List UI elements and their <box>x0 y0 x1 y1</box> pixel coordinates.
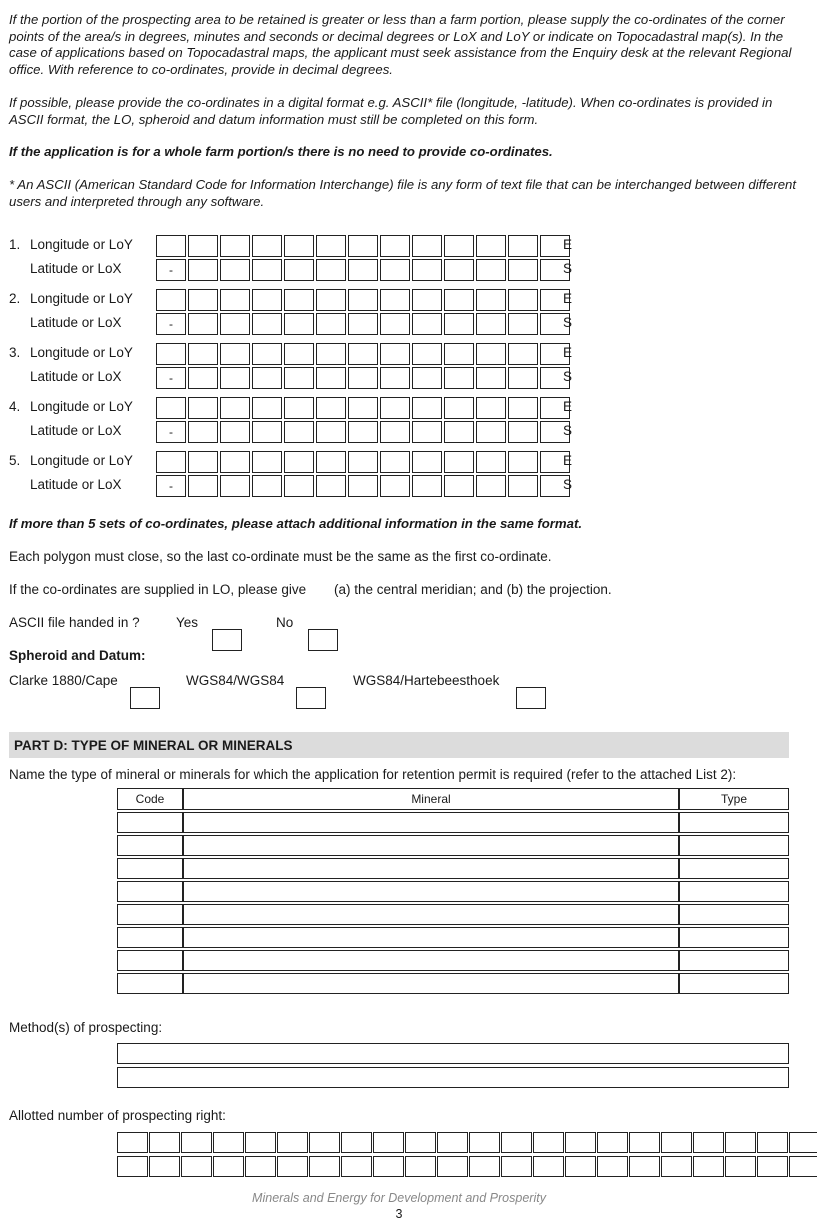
longitude-digit-cell[interactable] <box>412 235 442 257</box>
latitude-digit-cell[interactable] <box>508 259 538 281</box>
ascii-yes-checkbox[interactable] <box>212 629 242 651</box>
longitude-digit-cell[interactable] <box>188 235 218 257</box>
allotted-digit-cell[interactable] <box>277 1156 308 1177</box>
allotted-digit-cell[interactable] <box>213 1156 244 1177</box>
allotted-digit-cell[interactable] <box>533 1132 564 1153</box>
longitude-digit-cell[interactable] <box>284 235 314 257</box>
latitude-sign-cell: - <box>156 421 186 443</box>
spheroid-wgs84-checkbox[interactable] <box>296 687 326 709</box>
latitude-digit-cell[interactable] <box>284 475 314 497</box>
longitude-digit-cell[interactable] <box>444 235 474 257</box>
allotted-digit-cell[interactable] <box>437 1156 468 1177</box>
allotted-digit-cell[interactable] <box>437 1132 468 1153</box>
longitude-label: Longitude or LoY <box>30 345 133 360</box>
latitude-digit-cell[interactable] <box>412 313 442 335</box>
latitude-digit-cell[interactable] <box>508 367 538 389</box>
latitude-digit-cell[interactable] <box>220 421 250 443</box>
longitude-digit-cell[interactable] <box>508 289 538 311</box>
latitude-digit-cell[interactable] <box>252 313 282 335</box>
south-indicator: S <box>563 315 573 330</box>
longitude-digit-cell[interactable] <box>284 289 314 311</box>
latitude-digit-cell[interactable] <box>348 313 378 335</box>
longitude-digit-cell[interactable] <box>476 451 506 473</box>
allotted-digit-cell[interactable] <box>405 1156 436 1177</box>
methods-input-1[interactable] <box>117 1043 789 1064</box>
east-indicator: E <box>563 399 573 414</box>
column-header-code: Code <box>117 788 183 810</box>
allotted-digit-cell[interactable] <box>597 1132 628 1153</box>
longitude-input-cells <box>156 451 573 473</box>
allotted-digit-cell[interactable] <box>757 1156 788 1177</box>
longitude-digit-cell[interactable] <box>444 289 474 311</box>
latitude-sign-cell: - <box>156 313 186 335</box>
latitude-digit-cell[interactable] <box>476 475 506 497</box>
latitude-label: Latitude or LoX <box>30 315 122 330</box>
ascii-no-checkbox[interactable] <box>308 629 338 651</box>
latitude-digit-cell[interactable] <box>476 259 506 281</box>
latitude-digit-cell[interactable] <box>444 259 474 281</box>
longitude-digit-cell[interactable] <box>508 397 538 419</box>
latitude-digit-cell[interactable] <box>188 367 218 389</box>
code-cell[interactable] <box>117 881 183 902</box>
latitude-sign-cell: - <box>156 367 186 389</box>
coordinate-set-number: 1. <box>9 237 21 252</box>
mineral-table-row <box>117 812 789 833</box>
longitude-digit-cell[interactable] <box>380 343 410 365</box>
longitude-digit-cell[interactable] <box>316 451 346 473</box>
ascii-handed-label: ASCII file handed in ? <box>9 615 140 630</box>
longitude-label: Longitude or LoY <box>30 453 133 468</box>
longitude-digit-cell[interactable] <box>380 289 410 311</box>
latitude-digit-cell[interactable] <box>316 259 346 281</box>
spheroid-hartebeesthoek-label: WGS84/Hartebeesthoek <box>353 673 500 688</box>
mineral-cell[interactable] <box>183 904 679 925</box>
allotted-digit-cell[interactable] <box>501 1132 532 1153</box>
longitude-digit-cell[interactable] <box>380 451 410 473</box>
allotted-digit-cell[interactable] <box>661 1132 692 1153</box>
code-cell[interactable] <box>117 858 183 879</box>
longitude-digit-cell[interactable] <box>220 235 250 257</box>
allotted-digit-cell[interactable] <box>373 1156 404 1177</box>
east-indicator: E <box>563 291 573 306</box>
latitude-digit-cell[interactable] <box>188 475 218 497</box>
latitude-input-cells <box>156 367 573 389</box>
latitude-digit-cell[interactable] <box>380 259 410 281</box>
allotted-digit-cell[interactable] <box>117 1156 148 1177</box>
code-cell[interactable] <box>117 927 183 948</box>
allotted-digit-cell[interactable] <box>533 1156 564 1177</box>
latitude-input-cells <box>156 475 573 497</box>
longitude-label: Longitude or LoY <box>30 291 133 306</box>
latitude-digit-cell[interactable] <box>412 475 442 497</box>
type-cell[interactable] <box>679 835 789 856</box>
east-indicator: E <box>563 345 573 360</box>
allotted-digit-cell[interactable] <box>373 1132 404 1153</box>
latitude-digit-cell[interactable] <box>348 475 378 497</box>
intro-paragraph-1: If the portion of the prospecting area to be retained is greater or less than a farm portion, please supply the co-ordinates of the corner points of the area/s in degrees, minutes and seconds or decimal degrees or LoX and LoY or indicate on Topocadastral map(s). In the case of applications based on Topocadastral maps, the applicant must seek assistance from the Enquiry desk at the relevant Regional office. With reference to co-ordinates, provide in decimal degrees. <box>9 12 792 77</box>
allotted-digit-cell[interactable] <box>341 1156 372 1177</box>
latitude-digit-cell[interactable] <box>252 259 282 281</box>
east-indicator: E <box>563 453 573 468</box>
latitude-digit-cell[interactable] <box>412 367 442 389</box>
longitude-digit-cell[interactable] <box>348 289 378 311</box>
longitude-digit-cell[interactable] <box>156 397 186 419</box>
latitude-digit-cell[interactable] <box>476 421 506 443</box>
longitude-digit-cell[interactable] <box>348 451 378 473</box>
mineral-table-header <box>117 788 789 810</box>
longitude-digit-cell[interactable] <box>284 343 314 365</box>
latitude-digit-cell[interactable] <box>188 313 218 335</box>
ascii-no-label: No <box>276 615 294 630</box>
allotted-digit-cell[interactable] <box>565 1132 596 1153</box>
latitude-digit-cell[interactable] <box>252 421 282 443</box>
latitude-label: Latitude or LoX <box>30 369 122 384</box>
latitude-digit-cell[interactable] <box>220 475 250 497</box>
allotted-digit-cell[interactable] <box>757 1132 788 1153</box>
longitude-digit-cell[interactable] <box>156 451 186 473</box>
code-cell[interactable] <box>117 812 183 833</box>
intro-paragraph-2: If possible, please provide the co-ordinates in a digital format e.g. ASCII* file (longitude, -latitude). When co-ordinates is provided in ASCII format, the LO, spheroid and datum information must still be completed on this form. <box>9 95 773 127</box>
longitude-digit-cell[interactable] <box>348 343 378 365</box>
latitude-digit-cell[interactable] <box>316 421 346 443</box>
mineral-cell[interactable] <box>183 973 679 994</box>
longitude-digit-cell[interactable] <box>444 343 474 365</box>
spheroid-clarke-label: Clarke 1880/Cape <box>9 673 118 688</box>
latitude-label: Latitude or LoX <box>30 261 122 276</box>
longitude-digit-cell[interactable] <box>316 235 346 257</box>
latitude-digit-cell[interactable] <box>380 421 410 443</box>
latitude-digit-cell[interactable] <box>412 259 442 281</box>
methods-label: Method(s) of prospecting: <box>9 1020 163 1035</box>
longitude-input-cells <box>156 289 573 311</box>
column-header-mineral: Mineral <box>183 788 679 810</box>
longitude-digit-cell[interactable] <box>412 343 442 365</box>
intro-paragraph-3: If the application is for a whole farm portion/s there is no need to provide co-ordinates. <box>9 144 553 159</box>
mineral-table-row <box>117 858 789 879</box>
methods-input-2[interactable] <box>117 1067 789 1088</box>
longitude-digit-cell[interactable] <box>220 451 250 473</box>
allotted-digit-cell[interactable] <box>629 1156 660 1177</box>
latitude-digit-cell[interactable] <box>444 313 474 335</box>
footer-tagline: Minerals and Energy for Development and Prosperity <box>252 1191 546 1205</box>
code-cell[interactable] <box>117 950 183 971</box>
code-cell[interactable] <box>117 904 183 925</box>
latitude-digit-cell[interactable] <box>348 367 378 389</box>
allotted-digit-cell[interactable] <box>597 1156 628 1177</box>
coordinate-set-number: 2. <box>9 291 21 306</box>
latitude-sign-cell: - <box>156 259 186 281</box>
longitude-digit-cell[interactable] <box>444 451 474 473</box>
column-header-type: Type <box>679 788 789 810</box>
allotted-digit-cell[interactable] <box>149 1132 180 1153</box>
longitude-digit-cell[interactable] <box>508 343 538 365</box>
latitude-digit-cell[interactable] <box>220 259 250 281</box>
longitude-digit-cell[interactable] <box>348 235 378 257</box>
latitude-digit-cell[interactable] <box>508 421 538 443</box>
allotted-digit-cell[interactable] <box>117 1132 148 1153</box>
longitude-digit-cell[interactable] <box>316 343 346 365</box>
allotted-digit-cell[interactable] <box>213 1132 244 1153</box>
longitude-digit-cell[interactable] <box>348 397 378 419</box>
page-number: 3 <box>395 1207 403 1221</box>
mineral-table <box>117 786 789 996</box>
allotted-digit-cell[interactable] <box>661 1156 692 1177</box>
longitude-digit-cell[interactable] <box>188 343 218 365</box>
longitude-digit-cell[interactable] <box>220 397 250 419</box>
allotted-digit-cell[interactable] <box>469 1156 500 1177</box>
type-cell[interactable] <box>679 812 789 833</box>
longitude-digit-cell[interactable] <box>252 289 282 311</box>
longitude-digit-cell[interactable] <box>476 235 506 257</box>
longitude-digit-cell[interactable] <box>156 289 186 311</box>
allotted-digit-cell[interactable] <box>309 1156 340 1177</box>
longitude-digit-cell[interactable] <box>508 451 538 473</box>
mineral-cell[interactable] <box>183 835 679 856</box>
ascii-footnote: * An ASCII (American Standard Code for Information Interchange) file is any form of text file that can be interchanged between different users and interpreted through any software. <box>9 177 797 209</box>
ascii-yes-label: Yes <box>176 615 199 630</box>
allotted-digit-cell[interactable] <box>565 1156 596 1177</box>
longitude-digit-cell[interactable] <box>316 397 346 419</box>
longitude-digit-cell[interactable] <box>188 289 218 311</box>
mineral-table-row <box>117 835 789 856</box>
longitude-digit-cell[interactable] <box>284 451 314 473</box>
allotted-digit-cell[interactable] <box>469 1132 500 1153</box>
mineral-cell[interactable] <box>183 858 679 879</box>
coordinate-set-number: 3. <box>9 345 21 360</box>
mineral-cell[interactable] <box>183 812 679 833</box>
longitude-digit-cell[interactable] <box>220 343 250 365</box>
latitude-digit-cell[interactable] <box>252 475 282 497</box>
spheroid-wgs84-label: WGS84/WGS84 <box>186 673 285 688</box>
latitude-digit-cell[interactable] <box>348 421 378 443</box>
longitude-digit-cell[interactable] <box>444 397 474 419</box>
type-cell[interactable] <box>679 904 789 925</box>
type-cell[interactable] <box>679 973 789 994</box>
latitude-digit-cell[interactable] <box>476 313 506 335</box>
longitude-digit-cell[interactable] <box>252 343 282 365</box>
longitude-digit-cell[interactable] <box>476 343 506 365</box>
lo-note-options: (a) the central meridian; and (b) the projection. <box>334 582 612 597</box>
latitude-digit-cell[interactable] <box>348 259 378 281</box>
south-indicator: S <box>563 423 573 438</box>
coordinate-set-number: 4. <box>9 399 21 414</box>
latitude-digit-cell[interactable] <box>380 313 410 335</box>
latitude-digit-cell[interactable] <box>508 475 538 497</box>
latitude-digit-cell[interactable] <box>188 259 218 281</box>
code-cell[interactable] <box>117 973 183 994</box>
allotted-digit-cell[interactable] <box>725 1156 756 1177</box>
latitude-digit-cell[interactable] <box>380 475 410 497</box>
type-cell[interactable] <box>679 881 789 902</box>
latitude-digit-cell[interactable] <box>444 367 474 389</box>
allotted-digit-cell[interactable] <box>277 1132 308 1153</box>
latitude-digit-cell[interactable] <box>220 367 250 389</box>
allotted-digit-cell[interactable] <box>693 1156 724 1177</box>
latitude-digit-cell[interactable] <box>380 367 410 389</box>
longitude-digit-cell[interactable] <box>188 451 218 473</box>
latitude-sign-cell: - <box>156 475 186 497</box>
mineral-cell[interactable] <box>183 881 679 902</box>
latitude-label: Latitude or LoX <box>30 477 122 492</box>
longitude-digit-cell[interactable] <box>316 289 346 311</box>
latitude-input-cells <box>156 313 573 335</box>
allotted-number-row-1 <box>117 1132 817 1153</box>
longitude-digit-cell[interactable] <box>284 397 314 419</box>
more-sets-note: If more than 5 sets of co-ordinates, please attach additional information in the same format. <box>9 516 583 531</box>
longitude-digit-cell[interactable] <box>476 289 506 311</box>
coordinate-set-number: 5. <box>9 453 21 468</box>
allotted-digit-cell[interactable] <box>725 1132 756 1153</box>
longitude-digit-cell[interactable] <box>188 397 218 419</box>
longitude-digit-cell[interactable] <box>156 235 186 257</box>
allotted-digit-cell[interactable] <box>341 1132 372 1153</box>
longitude-digit-cell[interactable] <box>380 235 410 257</box>
allotted-digit-cell[interactable] <box>181 1132 212 1153</box>
latitude-digit-cell[interactable] <box>508 313 538 335</box>
type-cell[interactable] <box>679 950 789 971</box>
longitude-input-cells <box>156 235 573 257</box>
longitude-digit-cell[interactable] <box>252 235 282 257</box>
south-indicator: S <box>563 477 573 492</box>
mineral-table-row <box>117 904 789 925</box>
lo-note-label: If the co-ordinates are supplied in LO, please give <box>9 582 307 597</box>
part-d-instruction: Name the type of mineral or minerals for which the application for retention permit is required (refer to the attached List 2): <box>9 767 737 782</box>
spheroid-hartebeesthoek-checkbox[interactable] <box>516 687 546 709</box>
longitude-digit-cell[interactable] <box>156 343 186 365</box>
longitude-digit-cell[interactable] <box>412 289 442 311</box>
spheroid-clarke-checkbox[interactable] <box>130 687 160 709</box>
longitude-digit-cell[interactable] <box>476 397 506 419</box>
mineral-table-row <box>117 950 789 971</box>
part-d-title: PART D: TYPE OF MINERAL OR MINERALS <box>14 738 293 753</box>
longitude-digit-cell[interactable] <box>220 289 250 311</box>
longitude-label: Longitude or LoY <box>30 237 133 252</box>
allotted-label: Allotted number of prospecting right: <box>9 1108 226 1123</box>
allotted-number-row-2 <box>117 1156 817 1177</box>
latitude-input-cells <box>156 421 573 443</box>
allotted-digit-cell[interactable] <box>181 1156 212 1177</box>
allotted-digit-cell[interactable] <box>693 1132 724 1153</box>
longitude-input-cells <box>156 397 573 419</box>
south-indicator: S <box>563 369 573 384</box>
allotted-digit-cell[interactable] <box>149 1156 180 1177</box>
latitude-digit-cell[interactable] <box>316 313 346 335</box>
latitude-digit-cell[interactable] <box>284 421 314 443</box>
allotted-digit-cell[interactable] <box>245 1156 276 1177</box>
latitude-digit-cell[interactable] <box>444 475 474 497</box>
latitude-digit-cell[interactable] <box>220 313 250 335</box>
latitude-digit-cell[interactable] <box>316 475 346 497</box>
latitude-digit-cell[interactable] <box>252 367 282 389</box>
mineral-cell[interactable] <box>183 927 679 948</box>
allotted-digit-cell[interactable] <box>789 1132 817 1153</box>
latitude-digit-cell[interactable] <box>188 421 218 443</box>
longitude-digit-cell[interactable] <box>508 235 538 257</box>
south-indicator: S <box>563 261 573 276</box>
longitude-input-cells <box>156 343 573 365</box>
type-cell[interactable] <box>679 927 789 948</box>
allotted-digit-cell[interactable] <box>501 1156 532 1177</box>
code-cell[interactable] <box>117 835 183 856</box>
latitude-digit-cell[interactable] <box>444 421 474 443</box>
allotted-digit-cell[interactable] <box>245 1132 276 1153</box>
longitude-digit-cell[interactable] <box>252 451 282 473</box>
latitude-input-cells <box>156 259 573 281</box>
longitude-digit-cell[interactable] <box>412 451 442 473</box>
mineral-table-row <box>117 973 789 994</box>
spheroid-title: Spheroid and Datum: <box>9 648 146 663</box>
east-indicator: E <box>563 237 573 252</box>
latitude-digit-cell[interactable] <box>284 259 314 281</box>
longitude-digit-cell[interactable] <box>412 397 442 419</box>
type-cell[interactable] <box>679 858 789 879</box>
polygon-note: Each polygon must close, so the last co-ordinate must be the same as the first co-ordinate. <box>9 549 552 564</box>
allotted-digit-cell[interactable] <box>789 1156 817 1177</box>
longitude-digit-cell[interactable] <box>380 397 410 419</box>
latitude-digit-cell[interactable] <box>316 367 346 389</box>
latitude-digit-cell[interactable] <box>476 367 506 389</box>
mineral-table-row <box>117 927 789 948</box>
latitude-label: Latitude or LoX <box>30 423 122 438</box>
allotted-digit-cell[interactable] <box>405 1132 436 1153</box>
mineral-cell[interactable] <box>183 950 679 971</box>
allotted-digit-cell[interactable] <box>629 1132 660 1153</box>
mineral-table-row <box>117 881 789 902</box>
longitude-label: Longitude or LoY <box>30 399 133 414</box>
allotted-digit-cell[interactable] <box>309 1132 340 1153</box>
latitude-digit-cell[interactable] <box>284 313 314 335</box>
longitude-digit-cell[interactable] <box>252 397 282 419</box>
latitude-digit-cell[interactable] <box>284 367 314 389</box>
latitude-digit-cell[interactable] <box>412 421 442 443</box>
